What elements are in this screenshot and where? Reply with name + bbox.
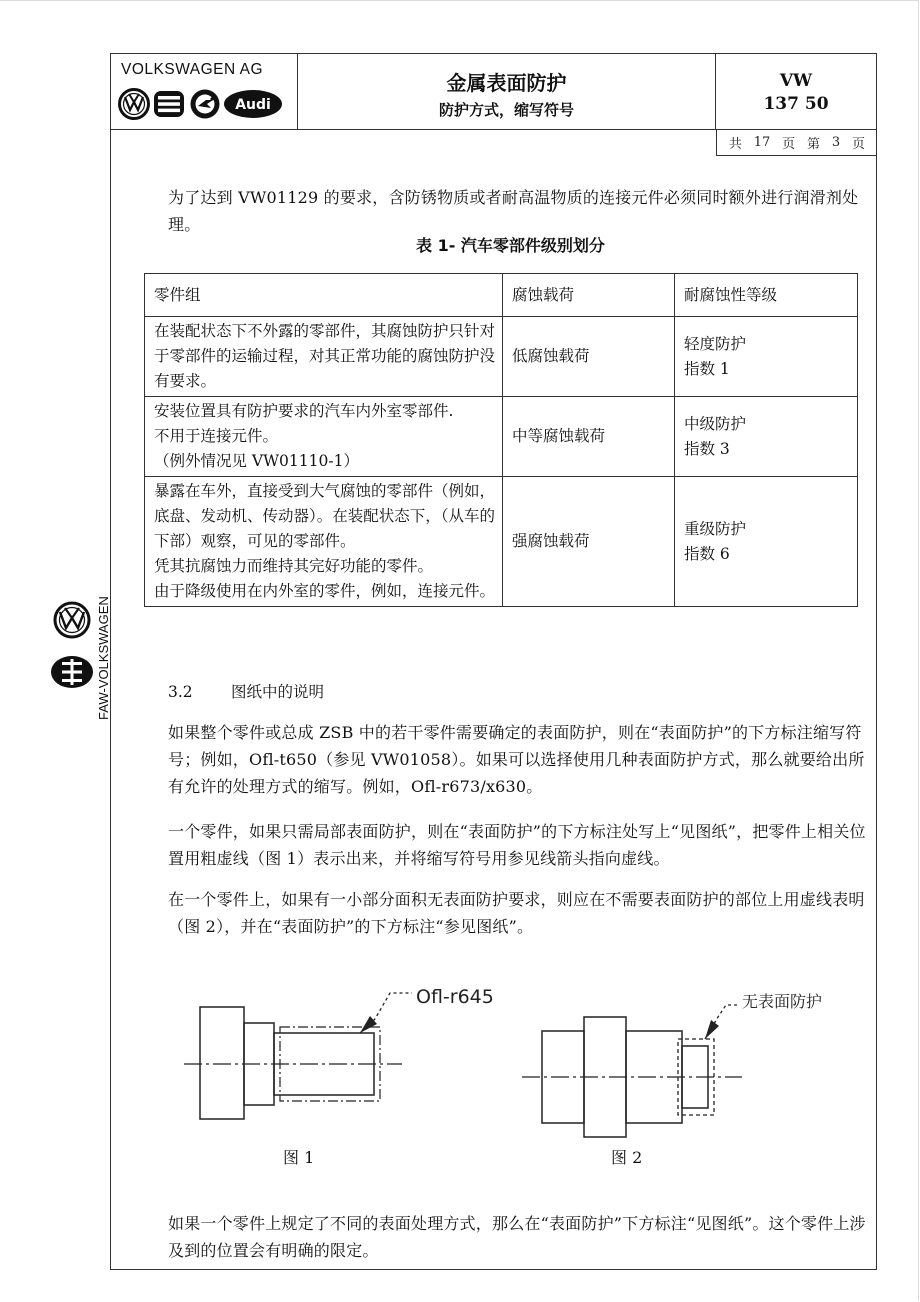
figure-2-callout: 无表面防护: [742, 992, 823, 1011]
table-row: [145, 477, 858, 607]
table-caption: 表 1- 汽车零部件级别划分: [416, 236, 605, 255]
figure-1-callout: Ofl-r645: [416, 986, 494, 1008]
section-title: 图纸中的说明: [230, 683, 324, 701]
brand-logos: [118, 88, 284, 120]
paragraph: 在一个零件上，如果有一小部分面积无表面防护要求，则应在不需要表面防护的部位上用虚线表明（图 2），并在“表面防护”的下方标注“参见图纸”。: [168, 890, 865, 936]
table-row: [145, 397, 858, 477]
column-header-protection-grade: 耐腐蚀性等级: [675, 274, 858, 317]
cell-part-group: 暴露在车外，直接受到大气腐蚀的零部件（例如，底盘、发动机、传动器）。在装配状态下，（从车的下部）观察，可见的零部件。 凭其抗腐蚀力而维持其完好功能的零件。 由于降级使用在内外室的零件，例如，连接元件。: [145, 477, 503, 607]
cell-corrosion-load: 中等腐蚀载荷: [503, 397, 675, 477]
page-total: 17: [753, 135, 771, 150]
page-unit: 页: [782, 137, 796, 152]
cell-corrosion-load: 强腐蚀载荷: [503, 477, 675, 607]
document-subtitle: 防护方式，缩写符号: [438, 101, 574, 119]
section-heading: [168, 680, 324, 702]
standard-prefix: VW: [779, 71, 813, 91]
technical-figures: [170, 975, 870, 1155]
faw-volkswagen-wordmark: FAW-VOLKSWAGEN: [96, 596, 111, 720]
company-name: VOLKSWAGEN AG: [121, 61, 264, 78]
paragraph: 如果整个零件或总成 ZSB 中的若干零件需要确定的表面防护，则在“表面防护”的下方标注缩写符号；例如，Ofl-t650（参见 VW01058）。如果可以选择使用几种表面防护方式，那么就要给出所有允许的处理方式的缩写。例如，Ofl-r673/x630。: [168, 723, 865, 796]
faw-logo-icon: [51, 656, 93, 688]
cell-protection-grade: 重级防护 指数 6: [675, 477, 858, 607]
figure-1-label: 图 1: [283, 1148, 315, 1167]
table-header-row: [145, 274, 858, 317]
paragraph: 一个零件，如果只需局部表面防护，则在“表面防护”的下方标注处写上“见图纸”，把零件上相关位置用粗虚线（图 1）表示出来，并将缩写符号用参见线箭头指向虚线。: [168, 822, 866, 868]
corrosion-class-table: [144, 273, 858, 607]
page-total-label: 共: [728, 137, 742, 152]
skoda-logo-icon: [191, 90, 220, 119]
cell-protection-grade: 轻度防护 指数 1: [675, 317, 858, 397]
header-standard-cell: [716, 53, 876, 129]
cell-part-group: 安装位置具有防护要求的汽车内外室零部件. 不用于连接元件。 （例外情况见 VW01110-1）: [145, 397, 503, 477]
table-row: [145, 317, 858, 397]
cell-protection-grade: 中级防护 指数 3: [675, 397, 858, 477]
page-counter: [716, 130, 877, 156]
column-header-corrosion-load: 腐蚀载荷: [503, 274, 675, 317]
closing-paragraph: 如果一个零件上规定了不同的表面处理方式，那么在“表面防护”下方标注“见图纸”。这个零件上涉及到的位置会有明确的限定。: [168, 1214, 866, 1260]
faw-volkswagen-logo: [44, 586, 114, 726]
figure-1-drawing: [184, 993, 412, 1119]
seat-logo-icon: [154, 91, 184, 117]
page-current-label: 第: [807, 137, 821, 152]
document-header: [110, 53, 877, 130]
column-header-part-group: 零件组: [145, 274, 503, 317]
document-title: 金属表面防护: [446, 71, 567, 95]
cell-part-group: 在装配状态下不外露的零部件，其腐蚀防护只针对于零部件的运输过程，对其正常功能的腐蚀防护没有要求。: [145, 317, 503, 397]
page-unit: 页: [852, 137, 866, 152]
intro-paragraph: 为了达到 VW01129 的要求，含防锈物质或者耐高温物质的连接元件必须同时额外进行润滑剂处理。: [168, 188, 859, 234]
header-company-cell: [110, 53, 298, 129]
figure-2-label: 图 2: [611, 1148, 643, 1167]
figure-2-drawing: [522, 1005, 742, 1137]
audi-logo-icon: [224, 90, 282, 118]
vw-logo-icon: [120, 90, 149, 119]
audi-wordmark: Audi: [235, 97, 271, 113]
cell-corrosion-load: 低腐蚀载荷: [503, 317, 675, 397]
section-number: 3.2: [168, 683, 193, 701]
header-title-cell: [298, 53, 716, 129]
page-current: 3: [831, 135, 841, 150]
vw-logo-icon: [55, 603, 89, 637]
standard-number: 137 50: [763, 94, 829, 114]
